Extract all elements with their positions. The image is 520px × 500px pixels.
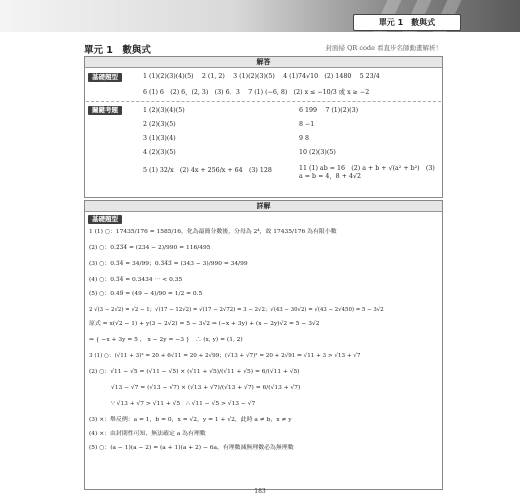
solution-line: 2 √(3 − 2√2) = √2 − 1；√(17 − 12√2) = √(17 − 2√72) = 3 − 2√2；√(43 − 30√2) = √(43 − 2√450) = 5 − 3√2 bbox=[89, 307, 384, 313]
solution-line: 3 (1) ○：(√11 + 3)² = 20 + 6√11 = 20 + 2√99；(√13 + √7)² = 20 + 2√91 ⇒ √11 + 3 > √13 + √7 bbox=[89, 353, 361, 359]
answers-heading: 解答 bbox=[85, 57, 442, 68]
page-number: 183 bbox=[254, 488, 266, 495]
solution-line: 原式 = x(√2 − 1) + y(3 − 2√2) = 5 − 3√2 ⇒ (−x + 3y) + (x − 2y)√2 = 5 − 3√2 bbox=[89, 321, 320, 327]
solution-line: 1 (1) ○：17435/176 = 1585/16，化為最簡分數後，分母為 2⁴，故 17435/176 為有限小數 bbox=[89, 229, 337, 235]
key-answer: 4 (2)(3)(5) bbox=[143, 149, 176, 156]
solution-line: (4) ×：由封閉性可知，無法確定 a 為有理數 bbox=[89, 431, 206, 437]
answers-panel bbox=[84, 56, 443, 198]
details-panel bbox=[84, 200, 443, 490]
key-answer: 9 8 bbox=[299, 135, 310, 142]
solution-line: (5) ○：0.49̅ = (49 − 4)/90 = 1/2 = 0.5 bbox=[89, 291, 203, 297]
solution-line: ∵ √13 + √7 > √11 + √5 ∴ √11 − √5 > √13 − √7 bbox=[111, 401, 256, 407]
key-answer: 6 199 7 (1)(2)(3) bbox=[299, 107, 359, 114]
solution-line: (4) ○：0.3̅4̅ = 0.3434 ⋯ < 0.35 bbox=[89, 277, 183, 283]
key-answer: 10 (2)(3)(5) bbox=[299, 149, 336, 156]
details-basic-label: 基礎題型 bbox=[88, 215, 122, 224]
key-answer: 1 (2)(3)(4)(5) bbox=[143, 107, 185, 114]
unit-title: 單元 1 數與式 bbox=[84, 45, 151, 56]
details-heading: 詳解 bbox=[85, 201, 442, 212]
solution-line: (2) ○：0.2̅3̅4̅ = (234 − 2)/990 = 116/495 bbox=[89, 245, 211, 251]
solution-line: (3) ○：0.3̅4̅ = 34/99；0.3̅4̅3̅ = (343 − 3)/990 = 34/99 bbox=[89, 261, 248, 267]
basic-label: 基礎題型 bbox=[88, 73, 122, 82]
solution-line: √13 − √7 = (√13 − √7) × (√13 + √7)/(√13 + √7) = 6/(√13 + √7) bbox=[111, 385, 301, 391]
solution-line: (3) ×：舉反例：a = 1，b = 0，x = √2，y = 1 + √2，此時 a ≠ b，x ≠ y bbox=[89, 417, 292, 423]
key-answer: 11 (1) ab = 16 (2) a + b + √(a² + b²) (3) a = b = 4，8 + 4√2 bbox=[299, 165, 435, 180]
key-answer: 5 (1) 32/x (2) 4x + 256/x + 64 (3) 128 bbox=[143, 167, 272, 174]
divider bbox=[86, 101, 441, 102]
solution-line: (5) ○：(a − 1)(a − 2) = (a + 1)(a + 2) − 6a，有理數減無理數必為無理數 bbox=[89, 445, 294, 451]
solution-line: ⇒ { −x + 3y = 5 ， x − 2y = −3 } ∴ (x, y) = (1, 2) bbox=[89, 337, 243, 343]
header-band bbox=[0, 0, 520, 32]
key-answer: 2 (2)(3)(5) bbox=[143, 121, 176, 128]
key-label: 關鍵考題 bbox=[88, 106, 122, 115]
answer-row: 6 (1) 6 (2) 6，(2, 3) (3) 6．3 7 (1) (−6, 8) (2) x ≤ −10/3 或 x ≥ −2 bbox=[143, 89, 370, 96]
key-answer: 8 −1 bbox=[299, 121, 315, 128]
solution-line: (2) ○：√11 − √5 = (√11 − √5) × (√11 + √5)/(√11 + √5) = 6/(√11 + √5) bbox=[89, 369, 300, 375]
unit-note: 封面掃 QR code 看直步名師動畫解析！ bbox=[325, 44, 442, 52]
key-answer: 3 (1)(3)(4) bbox=[143, 135, 176, 142]
answer-row: 1 (1)(2)(3)(4)(5) 2 (1, 2) 3 (1)(2)(3)(5) 4 (1)74√10 (2) 1480 5 23/4 bbox=[143, 73, 380, 80]
unit-tab: 單元 1 數與式 bbox=[353, 14, 461, 31]
